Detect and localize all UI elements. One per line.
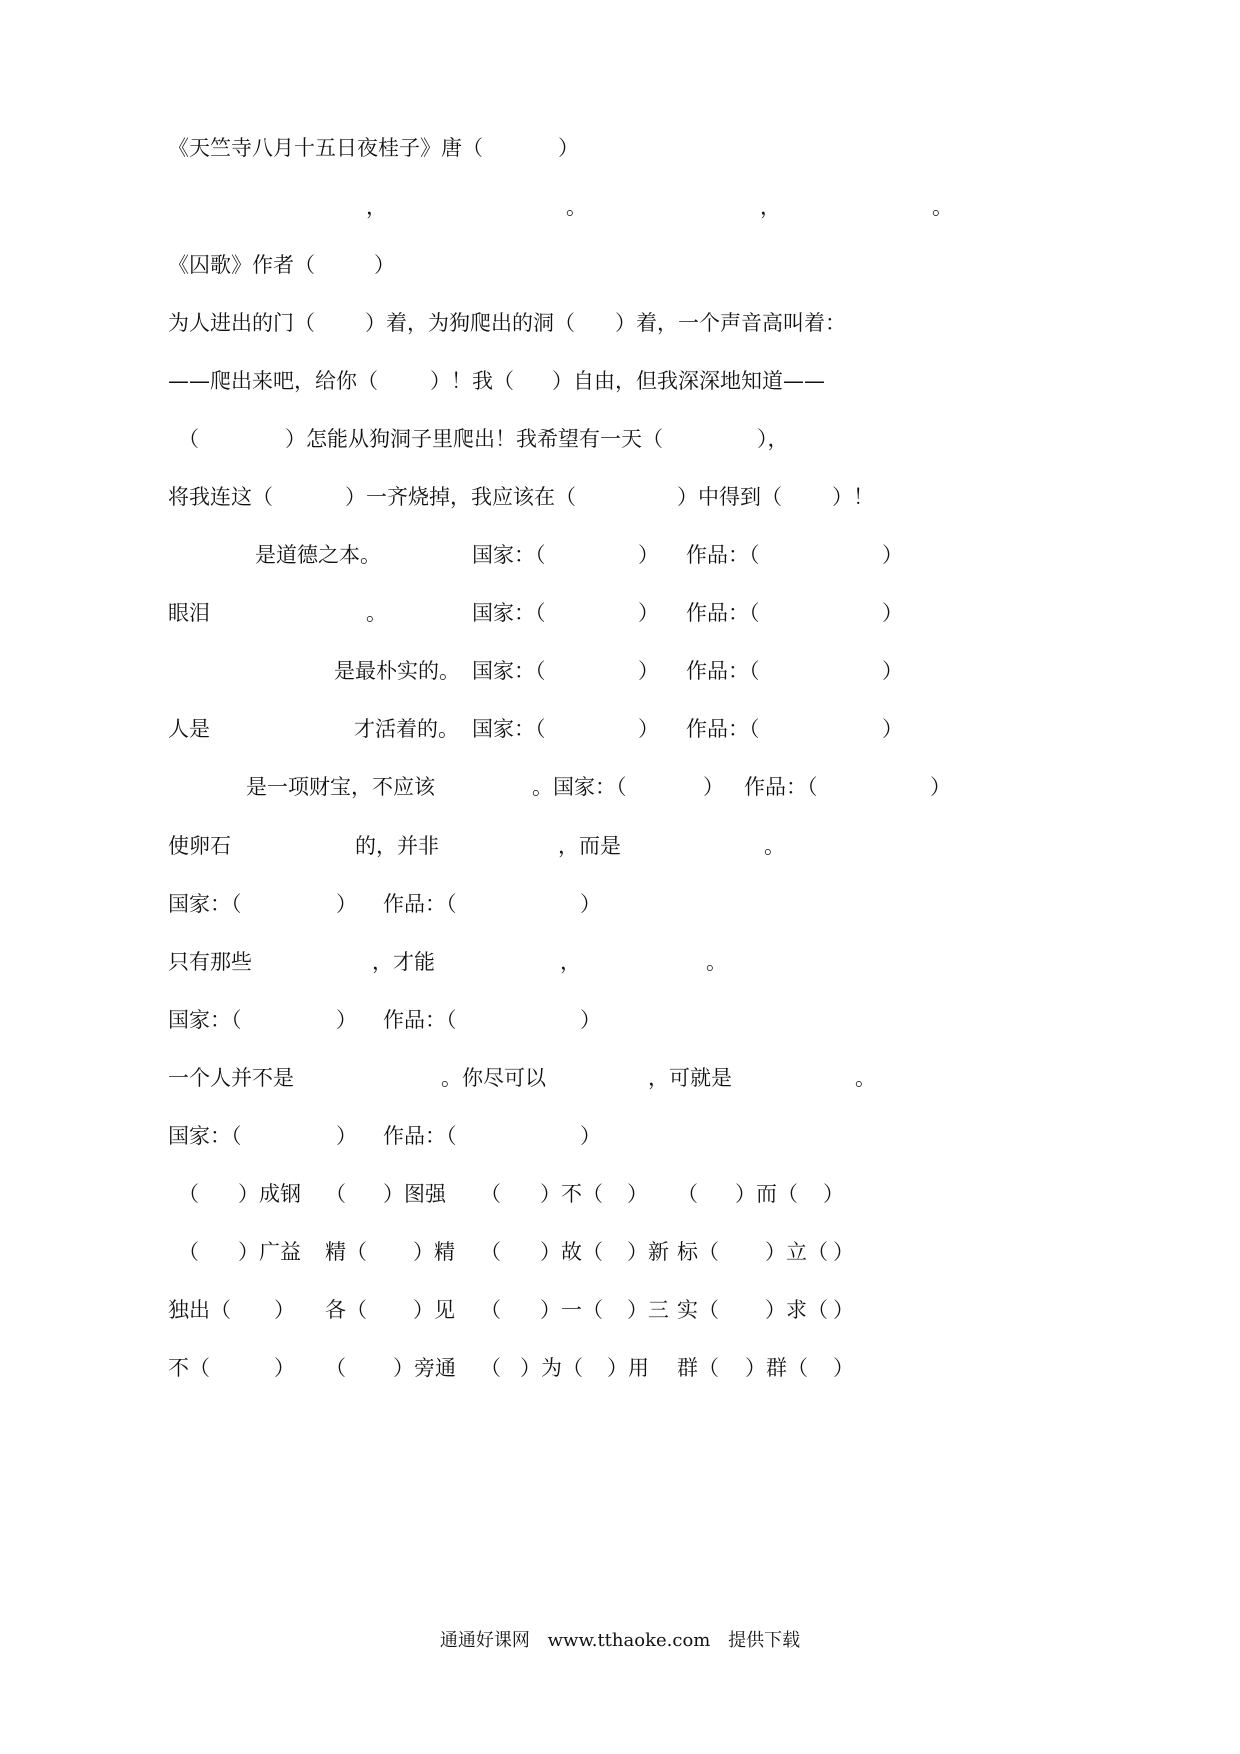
text-segment: ）立（ — [765, 1240, 828, 1264]
text-segment: 。你尽可以 — [441, 1066, 546, 1090]
text-segment: 是道德之本。 — [255, 543, 381, 567]
text-segment: ，可就是 — [648, 1066, 732, 1090]
text-segment: ） — [882, 659, 903, 683]
text-segment: 《天竺寺八月十五日夜桂子》唐（ — [168, 136, 483, 160]
text-segment: ） — [638, 543, 659, 567]
text-segment: 是一项财宝，不应该 — [246, 775, 435, 799]
text-segment: ）群（ — [745, 1356, 808, 1380]
text-segment: ） — [374, 253, 395, 277]
text-segment: 独出（ — [168, 1298, 231, 1322]
text-segment: 国家：（ — [472, 717, 546, 741]
text-segment: ）！我（ — [430, 369, 514, 393]
text-segment: 国家：（ — [472, 601, 546, 625]
text-segment: 作品：（ — [383, 1008, 457, 1032]
text-segment: ） — [580, 1008, 601, 1032]
text-segment: ）一齐烧掉，我应该在（ — [345, 485, 576, 509]
text-segment: （ — [480, 1182, 501, 1206]
text-segment: ） — [336, 1008, 357, 1032]
text-segment: 作品：（ — [686, 601, 760, 625]
text-segment: ） — [703, 775, 724, 799]
text-segment: ）为（ — [520, 1356, 583, 1380]
text-segment: 。 — [855, 1066, 876, 1090]
text-segment: ） — [336, 892, 357, 916]
text-segment: ）中得到（ — [677, 485, 782, 509]
text-segment: 将我连这（ — [168, 485, 273, 509]
text-segment: ， — [560, 950, 581, 974]
text-segment: 作品：（ — [383, 1124, 457, 1148]
text-segment: ）而（ — [735, 1182, 798, 1206]
text-segment: ） — [580, 892, 601, 916]
text-segment: ） — [833, 1240, 854, 1264]
text-segment: ） — [336, 1124, 357, 1148]
text-segment: ，才能 — [372, 950, 435, 974]
text-segment: （ — [480, 1356, 501, 1380]
text-segment: 作品：（ — [383, 892, 457, 916]
text-segment: 。 — [706, 950, 727, 974]
text-segment: 国家：（ — [168, 1008, 242, 1032]
text-segment: 作品：（ — [686, 543, 760, 567]
text-segment: 是最朴实的。 — [334, 659, 460, 683]
text-segment: 实（ — [677, 1298, 719, 1322]
text-segment: 。 — [366, 601, 387, 625]
text-segment: ） — [882, 717, 903, 741]
text-segment: ） — [882, 543, 903, 567]
text-segment: ）着，为狗爬出的洞（ — [365, 311, 575, 335]
text-segment: 一个人并不是 — [168, 1066, 294, 1090]
text-segment: 标（ — [677, 1240, 719, 1264]
text-segment: ） — [558, 136, 579, 160]
text-segment: 国家：（ — [168, 892, 242, 916]
text-segment: 眼泪 — [168, 601, 210, 625]
text-segment: ）见 — [413, 1298, 455, 1322]
text-segment: （ — [325, 1356, 346, 1380]
text-segment: （ — [178, 1182, 199, 1206]
text-segment: 人是 — [168, 717, 210, 741]
text-segment: ） — [833, 1356, 854, 1380]
text-segment: ）广益 — [238, 1240, 301, 1264]
text-segment: ）三 — [627, 1298, 669, 1322]
text-segment: 使卵石 — [168, 834, 231, 858]
text-segment: 。 — [566, 195, 587, 219]
text-segment: （ — [325, 1182, 346, 1206]
text-segment: 《囚歌》作者（ — [168, 253, 315, 277]
text-segment: 国家：（ — [472, 543, 546, 567]
text-segment: ） — [638, 659, 659, 683]
text-segment: 。国家：（ — [532, 775, 627, 799]
text-segment: ） — [882, 601, 903, 625]
text-segment: ）故（ — [540, 1240, 603, 1264]
text-segment: 精（ — [325, 1240, 367, 1264]
text-segment: 作品：（ — [686, 659, 760, 683]
text-segment: ， — [760, 195, 781, 219]
text-segment: 作品：（ — [686, 717, 760, 741]
text-segment: ） — [627, 1182, 648, 1206]
text-segment: ） — [638, 601, 659, 625]
text-segment: 。 — [764, 834, 785, 858]
text-segment: ） — [638, 717, 659, 741]
text-segment: （ — [480, 1240, 501, 1264]
text-segment: ）新 — [627, 1240, 669, 1264]
footer-note: 提供下载 — [728, 1630, 801, 1651]
text-segment: ）求（ — [765, 1298, 828, 1322]
text-segment: ） — [833, 1298, 854, 1322]
footer-url: www.tthaoke.com — [547, 1630, 711, 1651]
text-segment: ）着，一个声音高叫着： — [615, 311, 846, 335]
text-segment: 各（ — [325, 1298, 367, 1322]
text-segment: ——爬出来吧，给你（ — [168, 369, 378, 393]
text-segment: ） — [580, 1124, 601, 1148]
text-segment: ）自由，但我深深地知道—— — [552, 369, 825, 393]
text-segment: 。 — [932, 195, 953, 219]
text-segment: 群（ — [677, 1356, 719, 1380]
text-segment: 作品：（ — [744, 775, 818, 799]
text-segment: （ — [480, 1298, 501, 1322]
text-segment: 才活着的。 — [354, 717, 459, 741]
text-segment: ） — [274, 1298, 295, 1322]
footer — [0, 1626, 1240, 1652]
text-segment: ，而是 — [558, 834, 621, 858]
text-segment: ）！ — [832, 485, 874, 509]
text-segment: ）旁通 — [393, 1356, 456, 1380]
text-segment: ）不（ — [540, 1182, 603, 1206]
text-segment: ）， — [757, 427, 789, 451]
text-segment: ） — [274, 1356, 295, 1380]
text-segment: ） — [930, 775, 951, 799]
text-segment: 只有那些 — [168, 950, 252, 974]
text-segment: （ — [677, 1182, 698, 1206]
text-segment: ）成钢 — [238, 1182, 301, 1206]
text-segment: ）怎能从狗洞子里爬出！我希望有一天（ — [285, 427, 663, 451]
footer-site: 通通好课网 — [439, 1630, 530, 1651]
text-segment: 国家：（ — [472, 659, 546, 683]
text-segment: 为人进出的门（ — [168, 311, 315, 335]
text-segment: ）用 — [607, 1356, 649, 1380]
text-segment: ， — [366, 195, 387, 219]
text-segment: ）图强 — [383, 1182, 446, 1206]
text-segment: （ — [178, 1240, 199, 1264]
text-segment: ）一（ — [540, 1298, 603, 1322]
text-segment: （ — [178, 427, 199, 451]
text-segment: ）精 — [413, 1240, 455, 1264]
text-segment: 不（ — [168, 1356, 210, 1380]
text-segment: 的，并非 — [355, 834, 439, 858]
text-segment: ） — [823, 1182, 844, 1206]
text-segment: 国家：（ — [168, 1124, 242, 1148]
